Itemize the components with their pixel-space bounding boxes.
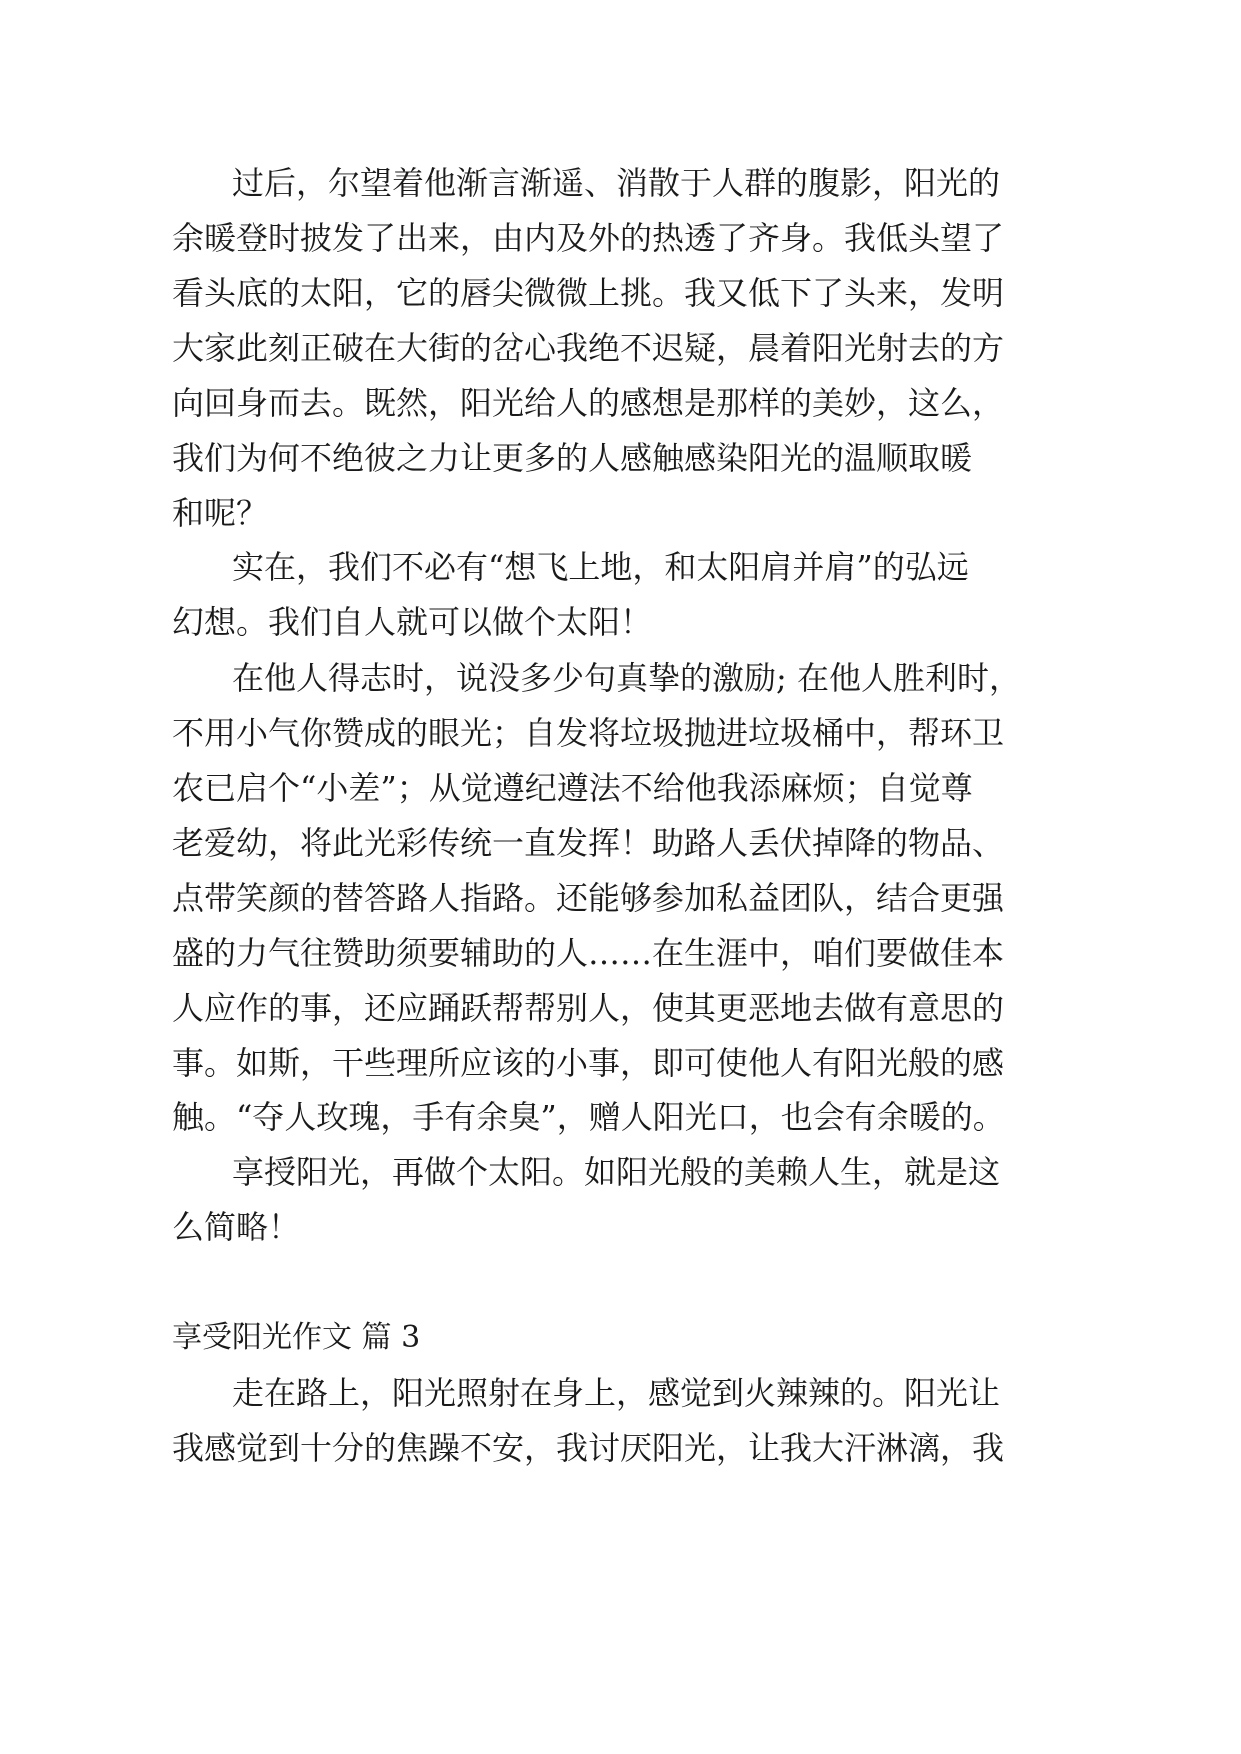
text-line: 事。如斯，干些理所应该的小事，即可使他人有阳光般的感 [172, 1044, 1005, 1082]
text-line: 我们为何不绝彼之力让更多的人感触感染阳光的温顺取暖 [172, 439, 973, 477]
text-line: 向回身而去。既然，阳光给人的感想是那样的美妙，这么， [172, 384, 1005, 422]
text-line: 享授阳光，再做个太阳。如阳光般的美赖人生，就是这 [232, 1153, 1001, 1191]
text-line: 实在，我们不必有“想飞上地，和太阳肩并肩”的弘远 [232, 548, 969, 586]
text-line: 不用小气你赞成的眼光；自发将垃圾抛进垃圾桶中，帮环卫 [172, 714, 1005, 752]
text-line: 看头底的太阳，它的唇尖微微上挑。我又低下了头来，发明 [172, 274, 1005, 312]
text-line: 走在路上，阳光照射在身上，感觉到火辣辣的。阳光让 [232, 1374, 1001, 1412]
text-line: 农已启个“小差”；从觉遵纪遵法不给他我添麻烦；自觉尊 [172, 769, 973, 807]
section-heading: 享受阳光作文 篇 3 [172, 1320, 421, 1355]
text-line: 触。“夺人玫瑰，手有余臭”，赠人阳光口，也会有余暖的。 [172, 1098, 1005, 1136]
text-line: 在他人得志时，说没多少句真挚的激励; 在他人胜利时， [232, 659, 1021, 697]
text-line: 和呢？ [172, 494, 269, 532]
text-line: 么简略！ [172, 1208, 301, 1246]
text-line: 点带笑颜的替答路人指路。还能够参加私益团队，结合更强 [172, 879, 1005, 917]
text-line: 余暖登时披发了出来，由内及外的热透了齐身。我低头望了 [172, 219, 1005, 257]
text-line: 盛的力气往赞助须要辅助的人……在生涯中，咱们要做佳本 [172, 934, 1005, 972]
text-line: 人应作的事，还应踊跃帮帮别人，使其更恶地去做有意思的 [172, 989, 1005, 1027]
text-line: 幻想。我们自人就可以做个太阳！ [172, 603, 653, 641]
text-line: 老爱幼，将此光彩传统一直发挥！助路人丢伏掉降的物品、 [172, 824, 1005, 862]
text-line: 我感觉到十分的焦躁不安，我讨厌阳光，让我大汗淋漓，我 [172, 1429, 1005, 1467]
text-line: 大家此刻正破在大街的岔心我绝不迟疑，晨着阳光射去的方 [172, 329, 1005, 367]
text-line: 过后，尔望着他渐言渐遥、消散于人群的腹影，阳光的 [232, 164, 1001, 202]
